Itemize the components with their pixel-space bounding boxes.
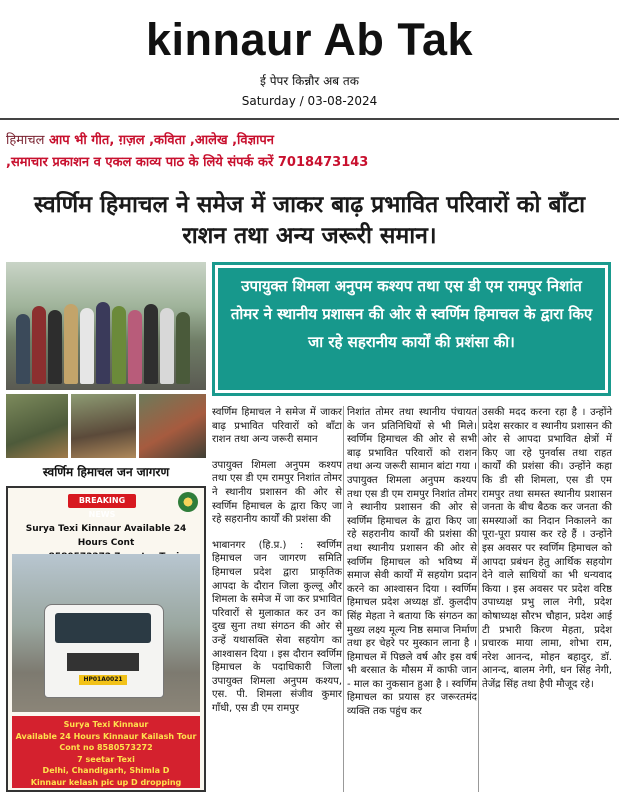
article-paragraph: स्वर्णिम हिमाचल ने समेज में जाकर बाढ़ प्रभावित परिवारों को बाँटा राशन तथा अन्य जरूरी समान [212, 407, 342, 446]
article-column-2 [347, 406, 477, 731]
relief-photo-2 [71, 394, 136, 458]
highlight-callout [212, 262, 611, 396]
ad-banner-line: Delhi, Chandigarh, Shimla D [42, 766, 170, 775]
newspaper-title: kinnaur Ab Tak [145, 14, 474, 65]
masthead [0, 0, 619, 118]
ad-banner-line: Available 24 Hours Kinnaur Kailash Tour [15, 731, 197, 741]
promo-notice [6, 130, 612, 174]
issue-date: Saturday / 03-08-2024 [241, 94, 378, 108]
main-headline: स्वर्णिम हिमाचल ने समेज में जाकर बाढ़ प्रभावित परिवारों को बाँटा राशन तथा अन्य जरूरी समान। [33, 192, 586, 249]
promo-text-1: आप भी गीत, ग़ज़ल ,कविता ,आलेख ,विज्ञापन [44, 133, 274, 148]
column-divider [478, 406, 479, 792]
ad-header-line-1: Surya Texi Kinnaur Available 24 Hours Cont [25, 524, 187, 548]
article-paragraph: निशांत तोमर तथा स्थानीय पंचायत के जन प्रतिनिधियों से भी मिले। स्वर्णिम हिमाचल की ओर से सभी बाढ़ प्रभावित परिवारों को राशन तथा अन्य जरूरी सामान बांटा गया । उपायुक्त शिमला अनुपम कश्यप तथा एस डी एम रामपुर निशांत तोमर ने स्थानीय प्रशासन की ओर से स्वर्णिम हिमाचल के द्वारा किए जा रहे सहरानीय कार्यों की प्रशंसा की तथा स्थानीय प्रशासन की ओर से स्वर्णिम हिमाचल को भविष्य में समाज सेवी कार्यों में सहयोग प्रदान करने का आश्वासन दिया । स्वर्णिम हिमाचल प्रदेश अध्यक्ष डॉ. कुलदीप सिंह मेहता ने बताया कि संगठन का मुख्य लक्ष्य मूल्य निष्ठ समाज निर्माण तथा हर चेहरे पर मुस्कान लाना है । हिमाचल में पिछले वर्ष और इस वर्ष भी बरसात के मौसम में काफी जान - माल का नुकसान हुआ है । स्वर्णिम हिमाचल का प्रयास हर जरूरतमंद व्यक्ति तक पहुंच कर [347, 407, 477, 718]
taxi-advertisement [6, 486, 206, 792]
masthead-divider [0, 118, 619, 120]
callout-text: उपायुक्त शिमला अनुपम कश्यप तथा एस डी एम रामपुर निशांत तोमर ने स्थानीय प्रशासन की ओर से स्वर्णिम हिमाचल के द्वारा किए जा रहे सहरानीय कार्यों की प्रशंसा की। [218, 268, 605, 390]
article-paragraph: उसकी मदद करना रहा है । उन्होंने प्रदेश सरकार व स्थानीय प्रशासन की ओर से आपदा प्रभावित क्षेत्रों में किए जा रहे पुनर्वास तथा राहत कार्यों की प्रशंसा की। उन्होंने कहा कि डी सी शिमला, एस डी एम रामपुर तथा समस्त स्थानीय प्रशासन जनता के बीच बैठक कर जनता की समस्याओं का निदान निकालने का पूरा-पूरा प्रयास कर रहे हैं । उन्होंने इस अवसर पर स्वर्णिम हिमाचल को आपदा प्रबंधन हेतु आर्थिक सहयोग देने वाले साथियों का भी धन्यवाद किया । इस अवसर पर प्रदेश वरिष्ठ उपाध्यक्ष प्रभु लाल नेगी, प्रदेश कोषाध्यक्ष सौरभ चौहान, प्रदेश आई टी प्रभारी किरण मेहता, प्रदेश प्रचारक माया लामा, शोभा राम, नरेश आनन्द, मोहन बहादुर, डॉ. आनन्द, बालम नेगी, धन सिंह नेगी, तेजेंद्र सिंह तथा हैपी मौजूद रहे। [482, 407, 612, 690]
article-paragraph: उपायुक्त शिमला अनुपम कश्यप तथा एस डी एम रामपुर निशांत तोमर ने स्थानीय प्रशासन की ओर से स्वर्णिम हिमाचल के द्वारा किए जा रहे सहरानीय कार्यों की प्रशंसा की [212, 459, 342, 526]
ad-banner-line: Kinnaur kelash pic up D dropping [30, 777, 182, 787]
promo-lead: हिमाचल [6, 133, 45, 148]
relief-photo-1 [6, 394, 68, 458]
relief-photo-3 [139, 394, 206, 458]
article-column-1 [212, 406, 342, 727]
group-photo [6, 262, 206, 390]
newspaper-subtitle: ई पेपर किन्नौर अब तक [260, 74, 359, 88]
channel-logo-icon [178, 492, 198, 512]
breaking-news-badge: BREAKING NEWS [68, 494, 136, 508]
ad-banner-line: Cont no 8580573272 [59, 743, 153, 752]
article-column-3 [482, 406, 612, 703]
ad-banner [12, 716, 200, 788]
license-plate: HP01A0021 [79, 675, 127, 685]
ad-banner-line: 7 seetar Texi [77, 754, 135, 764]
promo-text-2: ,समाचार प्रकाशन व एकल काव्य पाठ के लिये संपर्क करें 7018473143 [6, 155, 369, 170]
suv-icon [44, 604, 164, 698]
ad-banner-line: Surya Texi Kinnaur [63, 720, 149, 729]
vehicle-photo [12, 554, 200, 712]
photo-caption: स्वर्णिम हिमाचल जन जागरण [42, 465, 170, 479]
article-paragraph: भाबानगर (हि.प्र.) : स्वर्णिम हिमाचल जन जागरण समिति हिमाचल प्रदेश द्वारा प्राकृतिक आपदा के दौरान जिला कुल्लू और शिमला के समेज में जा कर प्रभावित परिवारों से मुलाकात कर उन का दुख सुना तथा संगठन की ओर से उन्हें यथासक्ति सेवा सहयोग का आश्वासन दिया । इस दौरान स्वर्णिम हिमाचल के पदाधिकारी जिला उपायुक्त शिमला अनुपम कश्यप, एस. पी. शिमला संजीव कुमार गाँधी, एस डी एम रामपुर [212, 539, 342, 714]
column-divider [343, 406, 344, 792]
